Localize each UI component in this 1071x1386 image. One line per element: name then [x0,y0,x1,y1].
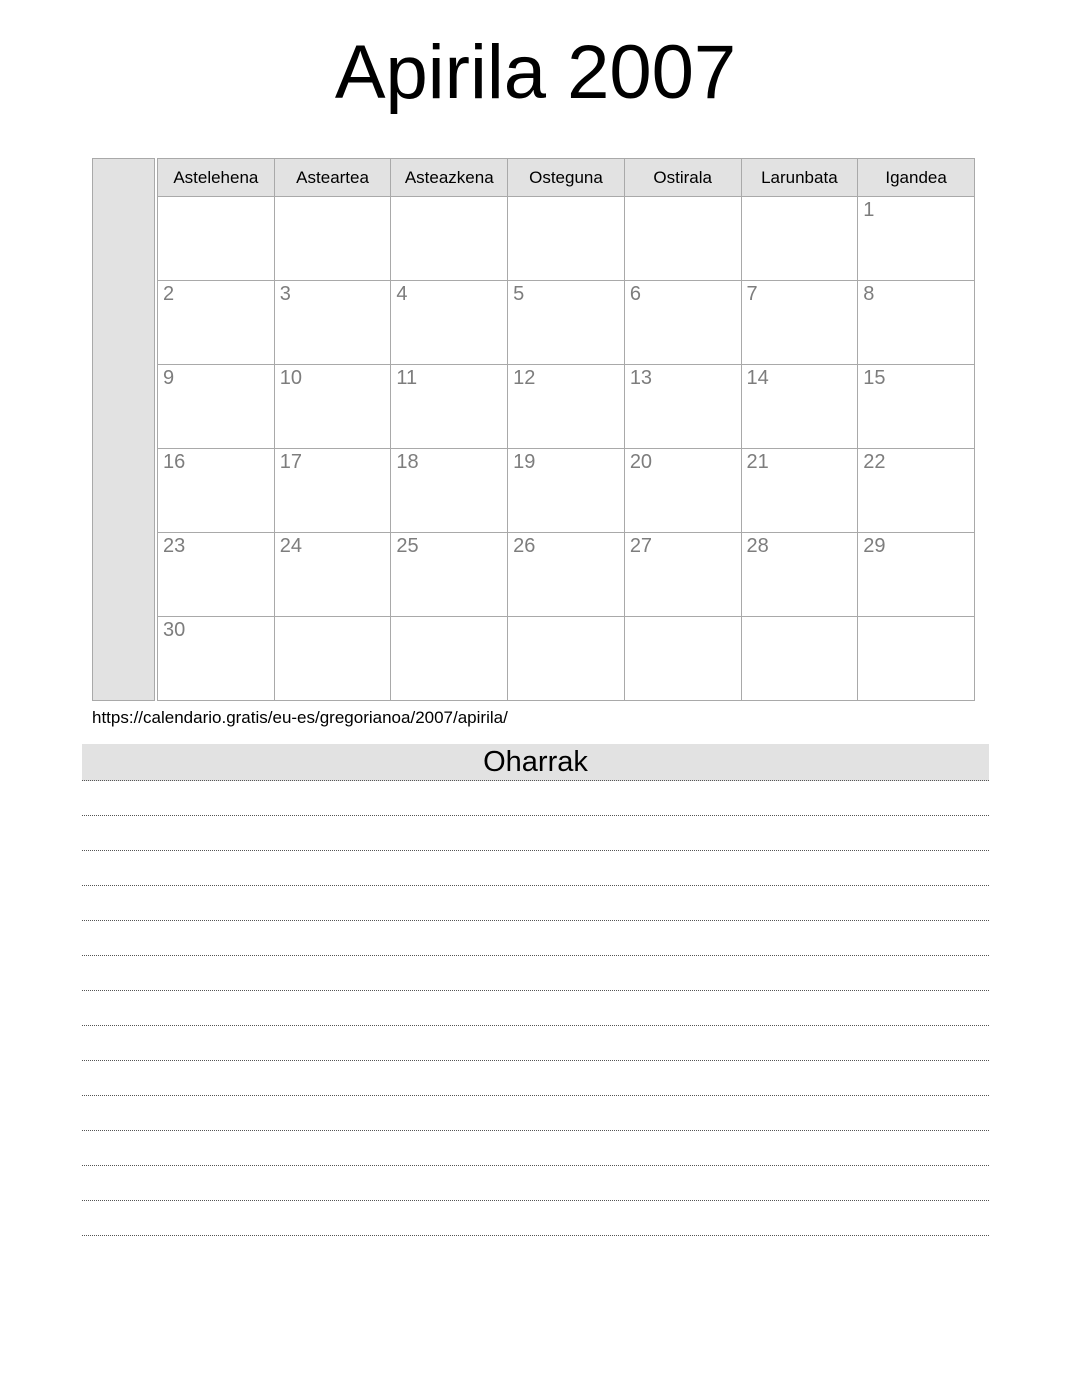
day-cell: 4 [391,281,508,365]
notes-title: Oharrak [82,744,989,781]
weekday-header-row [158,159,975,197]
calendar-left-gutter [92,158,155,701]
source-url: https://calendario.gratis/eu-es/gregorianoa/2007/apirila/ [92,708,508,727]
day-cell: 23 [158,533,275,617]
calendar-weeks [158,197,975,701]
weekday-header: Astelehena [158,159,275,197]
notes-ruled-line [82,921,989,956]
weekday-header: Ostirala [624,159,741,197]
day-cell: 10 [274,365,391,449]
day-cell: 26 [508,533,625,617]
notes-section [82,744,989,1236]
day-cell: 30 [158,617,275,701]
week-row [158,365,975,449]
notes-ruled-line [82,1026,989,1061]
notes-ruled-line [82,1096,989,1131]
day-cell [508,617,625,701]
day-cell [391,197,508,281]
day-cell: 8 [858,281,975,365]
weekday-header: Osteguna [508,159,625,197]
day-cell [741,617,858,701]
day-cell: 12 [508,365,625,449]
day-cell: 2 [158,281,275,365]
day-cell: 25 [391,533,508,617]
day-cell: 3 [274,281,391,365]
weekday-header: Larunbata [741,159,858,197]
notes-ruled-line [82,816,989,851]
weekday-header: Asteartea [274,159,391,197]
weekday-header: Asteazkena [391,159,508,197]
day-cell: 14 [741,365,858,449]
day-cell: 1 [858,197,975,281]
day-cell [624,197,741,281]
notes-ruled-line [82,886,989,921]
day-cell: 5 [508,281,625,365]
day-cell: 11 [391,365,508,449]
day-cell: 17 [274,449,391,533]
notes-ruled-line [82,956,989,991]
notes-ruled-line [82,1061,989,1096]
day-cell [508,197,625,281]
week-row [158,533,975,617]
notes-lines [82,781,989,1236]
day-cell: 18 [391,449,508,533]
day-cell: 24 [274,533,391,617]
day-cell: 6 [624,281,741,365]
day-cell [274,617,391,701]
notes-ruled-line [82,1201,989,1236]
day-cell: 9 [158,365,275,449]
calendar [92,158,977,701]
day-cell: 21 [741,449,858,533]
day-cell [391,617,508,701]
week-row [158,449,975,533]
day-cell: 22 [858,449,975,533]
day-cell [741,197,858,281]
notes-ruled-line [82,991,989,1026]
day-cell: 28 [741,533,858,617]
notes-ruled-line [82,851,989,886]
page-title: Apirila 2007 [334,30,737,115]
day-cell [858,617,975,701]
notes-ruled-line [82,1131,989,1166]
week-row [158,617,975,701]
notes-ruled-line [82,1166,989,1201]
day-cell: 13 [624,365,741,449]
notes-ruled-line [82,781,989,816]
day-cell [274,197,391,281]
day-cell: 7 [741,281,858,365]
day-cell: 19 [508,449,625,533]
week-row [158,197,975,281]
week-row [158,281,975,365]
weekday-header: Igandea [858,159,975,197]
calendar-table [157,158,975,701]
day-cell: 29 [858,533,975,617]
day-cell: 27 [624,533,741,617]
day-cell: 15 [858,365,975,449]
day-cell: 16 [158,449,275,533]
day-cell: 20 [624,449,741,533]
day-cell [624,617,741,701]
day-cell [158,197,275,281]
